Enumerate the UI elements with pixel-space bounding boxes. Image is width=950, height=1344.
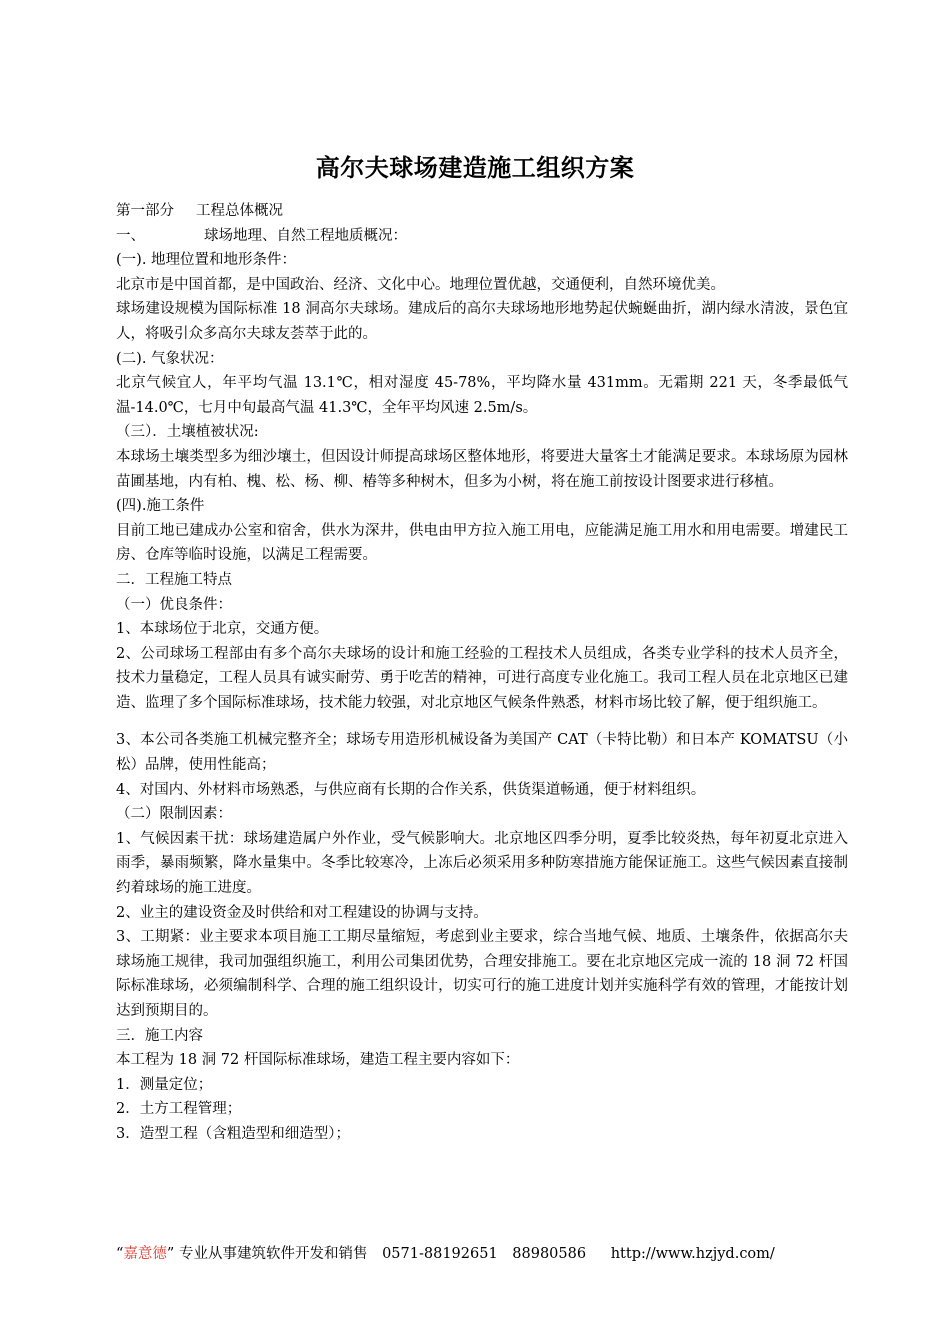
paragraph: 北京气候宜人，年平均气温 13.1℃，相对湿度 45-78%，平均降水量 431mm。无霜期 221 天，冬季最低气温-14.0℃，七月中旬最高气温 41.3℃，全年平均风速 2.5m/s。	[116, 375, 848, 416]
part-heading	[116, 199, 848, 224]
list-item: 1、气候因素干扰：球场建造属户外作业，受气候影响大。北京地区四季分明，夏季比较炎热，每年初夏北京进入雨季，暴雨频繁，降水量集中。冬季比较寒冷，上冻后必须采用多种防寒措施方能保证施工。这些气候因素直接制约着球场的施工进度。	[116, 830, 848, 897]
section-number: 一、	[116, 227, 145, 244]
section-heading	[116, 224, 848, 249]
subheading: (一). 地理位置和地形条件：	[116, 252, 297, 269]
list-item: 1．测量定位；	[116, 1076, 213, 1093]
footer-slogan: 专业从事建筑软件开发和销售	[178, 1246, 368, 1262]
paragraph: 本球场土壤类型多为细沙壤土，但因设计师提高球场区整体地形，将要进大量客土才能满足要求。本球场原为园林苗圃基地，内有柏、槐、松、杨、柳、椿等多种树木，但多为小树，将在施工前按设计图要求进行移植。	[116, 448, 848, 490]
subheading: （一）优良条件：	[116, 596, 232, 613]
footer-phone-2: 88980586	[512, 1246, 587, 1262]
subheading: （二）限制因素：	[116, 806, 232, 823]
section-heading: 二．工程施工特点	[116, 571, 232, 588]
list-item: 3、本公司各类施工机械完整齐全；球场专用造形机械设备为美国产 CAT（卡特比勒）和日本产 KOMATSU（小松）品牌，使用性能高；	[116, 732, 848, 774]
section-title: 球场地理、自然工程地质概况：	[204, 227, 407, 244]
page-footer	[116, 1242, 775, 1266]
list-item: 1、本球场位于北京，交通方便。	[116, 621, 329, 638]
footer-quote-open: “	[116, 1246, 124, 1262]
paragraph: 目前工地已建成办公室和宿舍，供水为深井，供电由甲方拉入施工用电，应能满足施工用水和用电需要。增建民工房、仓库等临时设施，以满足工程需要。	[116, 522, 848, 564]
list-item: 3、工期紧：业主要求本项目施工工期尽量缩短，考虑到业主要求，综合当地气候、地质、土壤条件，依据高尔夫球场施工规律，我司加强组织施工，利用公司集团优势，合理安排施工。要在北京地区完成一流的 18 洞 72 杆国际标准球场，必须编制科学、合理的施工组织设计，切实可行的施工进度计划并实施科学有效的管理，才能按计划达到预期目的。	[116, 929, 848, 1019]
footer-quote-close: ”	[166, 1246, 175, 1262]
footer-brand: 嘉意德	[123, 1246, 167, 1262]
list-item: 4、对国内、外材料市场熟悉，与供应商有长期的合作关系，供货渠道畅通，便于材料组织。	[116, 781, 706, 798]
subheading: （三）．土壤植被状况:	[116, 424, 259, 441]
list-item: 2、公司球场工程部由有多个高尔夫球场的设计和施工经验的工程技术人员组成，各类专业学科的技术人员齐全，技术力量稳定，工程人员具有诚实耐劳、勇于吃苦的精神，可进行高度专业化施工。我司工程人员在北京地区已建造、监理了多个国际标准球场，技术能力较强，对北京地区气候条件熟悉，材料市场比较了解，便于组织施工。	[116, 645, 848, 711]
paragraph: 球场建设规模为国际标准 18 洞高尔夫球场。建成后的高尔夫球场地形地势起伏蜿蜒曲折，湖内绿水清波，景色宜人，将吸引众多高尔夫球友荟萃于此的。	[116, 301, 848, 342]
list-item: 3．造型工程（含粗造型和细造型）；	[116, 1125, 350, 1142]
part-title: 工程总体概况	[196, 203, 283, 219]
subheading: (二). 气象状况：	[116, 350, 224, 367]
list-item: 2．土方工程管理；	[116, 1101, 242, 1118]
paragraph: 本工程为 18 洞 72 杆国际标准球场，建造工程主要内容如下：	[116, 1052, 520, 1069]
footer-url-link[interactable]: http://www.hzjyd.com/	[610, 1246, 775, 1262]
section-heading: 三．施工内容	[116, 1027, 203, 1044]
footer-phone-1: 0571-88192651	[382, 1246, 498, 1262]
list-item: 2、业主的建设资金及时供给和对工程建设的协调与支持。	[116, 904, 488, 921]
part-label: 第一部分	[116, 203, 174, 219]
paragraph: 北京市是中国首都，是中国政治、经济、文化中心。地理位置优越，交通便利，自然环境优美。	[116, 276, 725, 293]
document-body	[116, 199, 848, 1147]
document-title: 高尔夫球场建造施工组织方案	[315, 153, 635, 182]
subheading: (四).施工条件	[116, 498, 205, 515]
